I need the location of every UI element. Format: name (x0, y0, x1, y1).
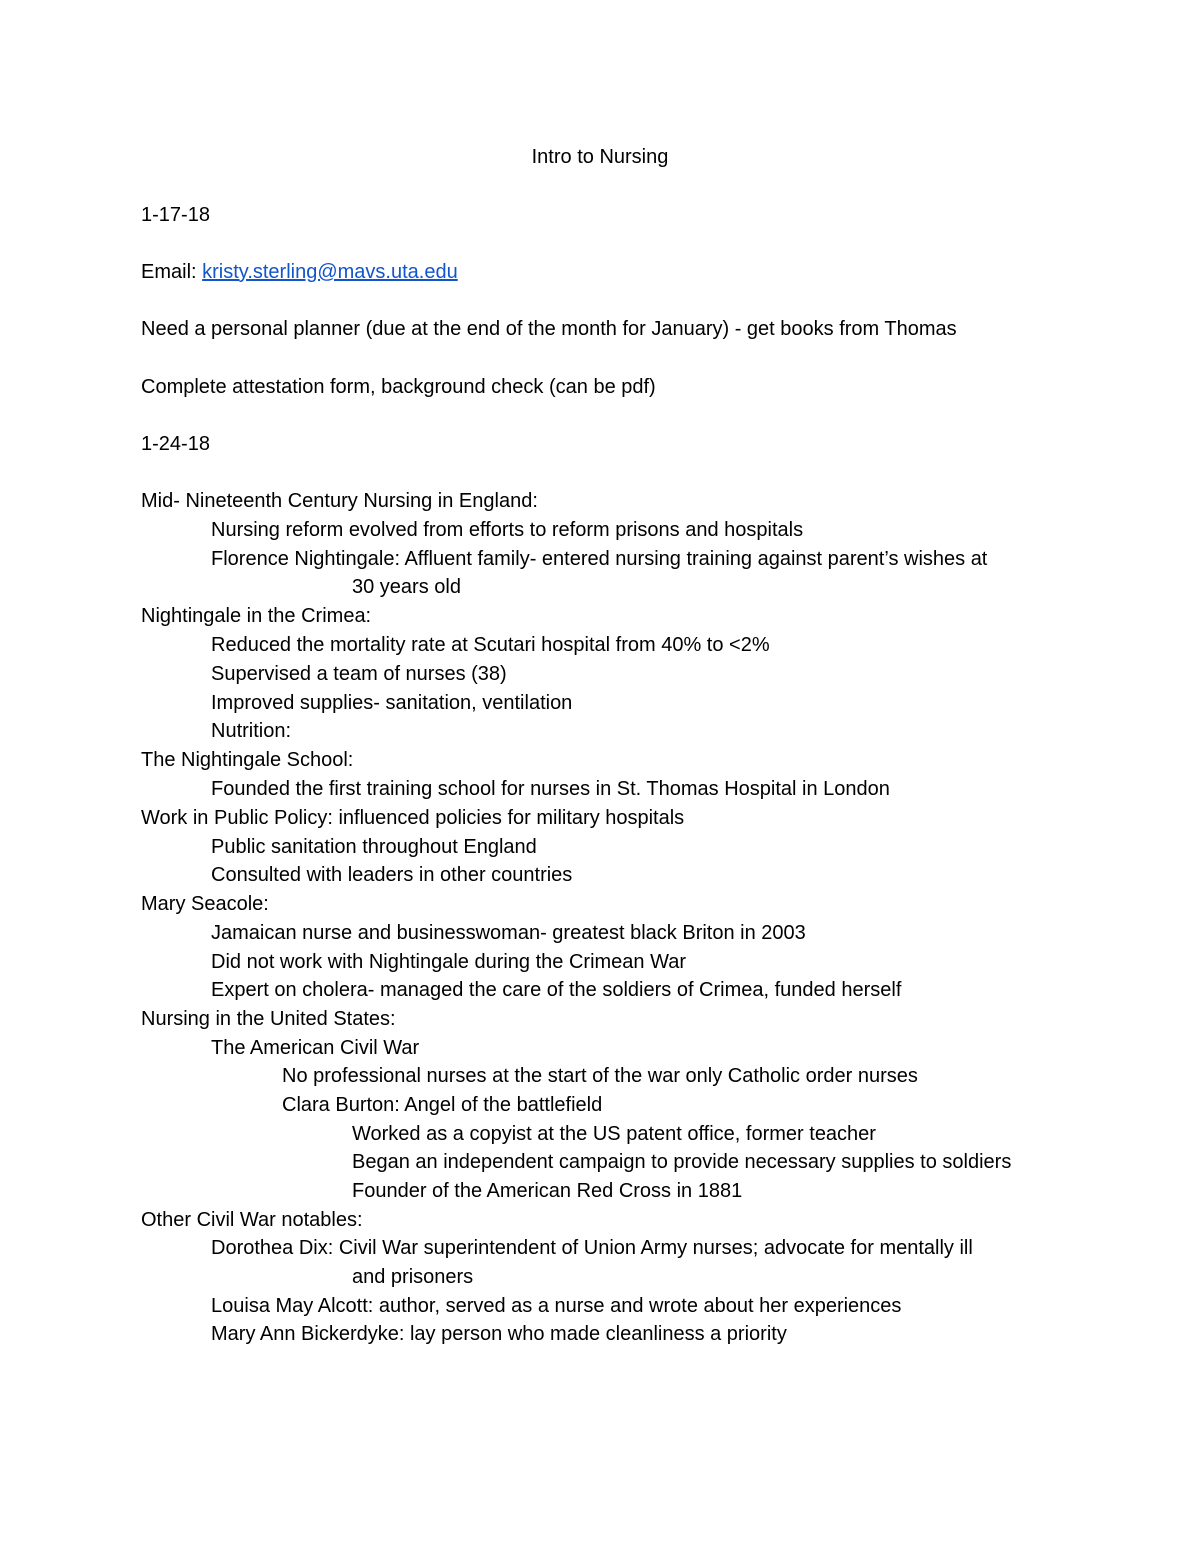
email-label: Email: (141, 261, 197, 283)
outline-item: Nursing reform evolved from efforts to reform prisons and hospitals (211, 519, 804, 541)
date-heading: 1-24-18 (141, 433, 210, 455)
outline-heading: Mary Seacole: (141, 893, 269, 915)
note-line: Complete attestation form, background check (can be pdf) (141, 376, 656, 398)
outline-item-continuation: and prisoners (352, 1266, 474, 1288)
outline-item: Dorothea Dix: Civil War superintendent of Union Army nurses; advocate for mentally ill (211, 1237, 973, 1259)
outline-subitem: Clara Burton: Angel of the battlefield (282, 1094, 603, 1116)
outline-subsubitem: Worked as a copyist at the US patent office, former teacher (352, 1123, 876, 1145)
outline-heading: Nursing in the United States: (141, 1008, 396, 1030)
outline-item: Reduced the mortality rate at Scutari hospital from 40% to <2% (211, 634, 770, 656)
outline-item: Improved supplies- sanitation, ventilation (211, 692, 573, 714)
outline-item: Louisa May Alcott: author, served as a nurse and wrote about her experiences (211, 1295, 902, 1317)
outline-heading: The Nightingale School: (141, 749, 354, 771)
outline-item: Jamaican nurse and businesswoman- greatest black Briton in 2003 (211, 922, 806, 944)
outline-item: Did not work with Nightingale during the Crimean War (211, 951, 687, 973)
date-heading: 1-17-18 (141, 204, 210, 226)
email-line (141, 258, 458, 286)
outline-item: Expert on cholera- managed the care of the soldiers of Crimea, funded herself (211, 979, 902, 1001)
page-title: Intro to Nursing (531, 146, 669, 168)
outline-item: Mary Ann Bickerdyke: lay person who made cleanliness a priority (211, 1323, 787, 1345)
outline-item-continuation: 30 years old (352, 576, 461, 598)
outline-item: Public sanitation throughout England (211, 836, 537, 858)
outline-subitem: No professional nurses at the start of the war only Catholic order nurses (282, 1065, 918, 1087)
note-line: Need a personal planner (due at the end of the month for January) - get books from Thomas (141, 318, 957, 340)
outline-item: Consulted with leaders in other countries (211, 864, 573, 886)
outline-item: Founded the first training school for nurses in St. Thomas Hospital in London (211, 778, 890, 800)
outline-subsubitem: Founder of the American Red Cross in 1881 (352, 1180, 743, 1202)
outline-heading: Other Civil War notables: (141, 1209, 363, 1231)
outline-subsubitem: Began an independent campaign to provide necessary supplies to soldiers (352, 1151, 1012, 1173)
email-link[interactable]: kristy.sterling@mavs.uta.edu (202, 261, 458, 283)
outline-item: Nutrition: (211, 720, 292, 742)
outline-heading: Work in Public Policy: influenced policies for military hospitals (141, 807, 685, 829)
outline-heading: Mid- Nineteenth Century Nursing in England: (141, 490, 538, 512)
outline-heading: Nightingale in the Crimea: (141, 605, 372, 627)
outline-item: The American Civil War (211, 1037, 420, 1059)
outline-item: Florence Nightingale: Affluent family- entered nursing training against parent’s wishes at (211, 548, 988, 570)
outline-item: Supervised a team of nurses (38) (211, 663, 507, 685)
